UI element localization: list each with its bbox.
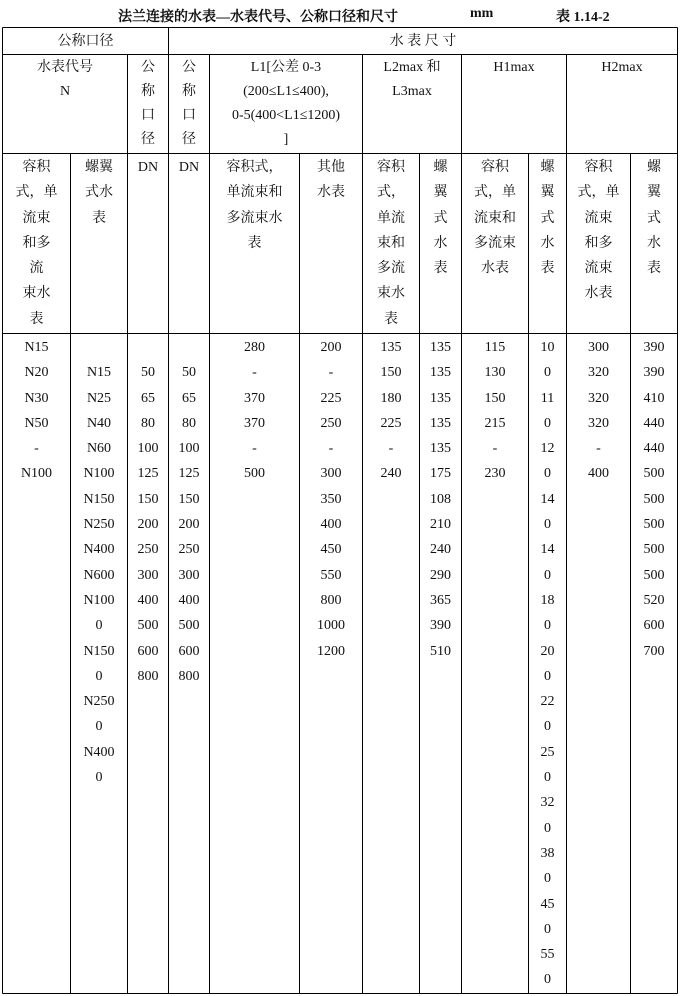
header-nominal-dia-b-line: 称 <box>182 84 196 99</box>
col-code-woltman-line: 0 <box>95 770 103 786</box>
sub-l2-woltman-line: 翼 <box>433 185 448 201</box>
sub-l2-volumetric-line: 单流 <box>377 210 405 226</box>
sub-h1-woltman-line: 螺 <box>540 160 555 175</box>
sub-h2-woltman <box>631 155 677 333</box>
sub-h2-volumetric-line: 和多 <box>584 235 613 251</box>
col-l2-woltman-line: 135 <box>430 365 451 381</box>
col-l1-other <box>300 335 362 993</box>
header-h2-line: H2max <box>601 60 643 75</box>
col-l2-woltman-line: 108 <box>430 491 451 507</box>
sub-code-volumetric-line: 和多 <box>22 235 51 251</box>
col-code-volumetric-line: N100 <box>20 466 53 482</box>
col-dn-a-line: 125 <box>137 466 159 482</box>
header-nominal-size: 公称口径 <box>57 34 114 49</box>
header-nominal-dia-b-line: 口 <box>182 108 196 123</box>
sub-h2-volumetric-line: 流束 <box>584 261 613 277</box>
col-h1-volumetric-line: - <box>492 441 498 457</box>
col-h1-woltman-line: 0 <box>544 668 551 684</box>
col-h1-volumetric <box>462 335 528 993</box>
col-l1-other-line: - <box>328 441 334 457</box>
sub-l2-woltman-line: 水 <box>433 235 448 251</box>
header-l1-line: ] <box>283 132 289 147</box>
col-dn-a-line: 200 <box>137 517 159 533</box>
col-code-woltman-line: N250 <box>83 694 115 710</box>
col-code-woltman-line: 0 <box>95 668 103 684</box>
sub-l1-volumetric <box>210 155 299 333</box>
header-l1-line: L1[公差 0-3 <box>250 60 322 75</box>
col-dn-a-line: 800 <box>137 668 159 684</box>
col-l2-woltman-line: 365 <box>430 592 451 608</box>
col-h1-volumetric-line: 115 <box>484 340 506 355</box>
col-h1-woltman-line: 32 <box>540 795 555 811</box>
col-code-woltman-line: 0 <box>95 719 103 735</box>
col-h1-woltman-line: 0 <box>544 415 551 431</box>
col-h1-woltman-line: 55 <box>540 947 555 963</box>
sub-h1-volumetric-line: 容积 <box>481 160 509 175</box>
col-code-woltman-line: N400 <box>83 542 115 558</box>
col-code-volumetric <box>3 335 70 993</box>
col-h2-woltman-line: 440 <box>643 441 665 457</box>
col-l2-volumetric <box>363 335 419 993</box>
sub-h1-woltman <box>529 155 566 333</box>
sub-h2-woltman-line: 螺 <box>647 160 661 175</box>
col-dn-b-line: 300 <box>178 567 200 583</box>
col-dn-a-line: 50 <box>141 365 155 381</box>
col-l1-volumetric-line: - <box>252 365 257 381</box>
col-dn-b-line: 65 <box>182 390 196 406</box>
col-l1-volumetric <box>210 335 299 993</box>
sub-l1-volumetric-line: 多流束水 <box>226 210 283 226</box>
col-l1-other-line: 1000 <box>317 618 345 634</box>
col-h1-woltman-line: 11 <box>540 390 555 406</box>
col-h2-woltman-line: 500 <box>643 491 665 507</box>
header-l2-l3-line: L3max <box>392 84 432 99</box>
sub-l2-volumetric-line: 表 <box>384 311 398 327</box>
col-l2-volumetric-line: 135 <box>380 340 402 355</box>
col-code-volumetric-line: N50 <box>24 415 49 431</box>
col-code-volumetric-line: - <box>34 441 39 457</box>
sub-h2-volumetric-line: 式，单 <box>577 185 620 201</box>
col-h1-volumetric-line: 130 <box>484 365 506 381</box>
sub-l1-volumetric-line: 单流束和 <box>226 185 283 201</box>
col-l1-other-line: - <box>328 365 334 381</box>
col-dn-a-line <box>146 335 150 360</box>
col-code-woltman-line: N40 <box>86 415 112 431</box>
col-h1-woltman-line: 14 <box>540 542 555 558</box>
sub-l2-volumetric-line: 束和 <box>377 235 405 251</box>
header-h2 <box>567 56 677 153</box>
col-h2-volumetric-line: 400 <box>588 466 609 482</box>
col-h2-volumetric-line: 320 <box>588 390 609 406</box>
sub-h2-volumetric-line: 容积 <box>584 160 613 175</box>
col-h1-woltman-line: 0 <box>544 770 551 786</box>
col-l2-woltman-line: 390 <box>430 618 451 634</box>
col-dn-b-line: 50 <box>182 365 196 381</box>
sub-l2-volumetric-line: 容积 <box>377 160 405 175</box>
col-l2-woltman-line: 135 <box>430 441 451 457</box>
table-unit: mm <box>470 6 494 21</box>
col-l1-other-line: 400 <box>320 517 342 533</box>
col-h2-woltman-line: 500 <box>643 466 665 482</box>
sub-l1-other-line: 水表 <box>317 185 345 201</box>
sub-h1-woltman-line: 翼 <box>540 185 555 201</box>
sub-l2-woltman-line: 式 <box>433 210 448 226</box>
col-l2-woltman-line: 510 <box>430 643 451 659</box>
header-l1 <box>210 56 362 153</box>
header-l2-l3-line: L2max 和 <box>383 60 441 75</box>
col-h2-volumetric <box>567 335 630 993</box>
col-l2-woltman-line: 135 <box>430 390 451 406</box>
col-l1-other-line: 300 <box>320 466 342 482</box>
sub-l2-volumetric-line: 多流 <box>377 261 405 277</box>
sub-l2-volumetric-line: 束水 <box>377 286 405 302</box>
header-nominal-dia-a-line: 公 <box>141 60 155 75</box>
sub-l1-other <box>300 155 362 333</box>
col-dn-b <box>169 335 209 993</box>
sub-h1-woltman-line: 水 <box>540 235 555 251</box>
table-number: 表 1.14-2 <box>556 10 610 25</box>
col-dn-b-line: 800 <box>178 668 200 684</box>
col-l2-woltman-line: 135 <box>430 340 451 355</box>
sub-h2-volumetric-line: 水表 <box>584 286 613 302</box>
header-nominal-dia-b-line: 公 <box>182 60 196 75</box>
col-h1-woltman-line: 0 <box>544 820 551 836</box>
col-dn-a-line: 600 <box>137 643 159 659</box>
col-l1-other-line: 200 <box>320 340 342 355</box>
header-l1-line: (200≤L1≤400), <box>243 84 329 99</box>
col-dn-a <box>128 335 168 993</box>
col-l2-woltman-line: 210 <box>430 517 451 533</box>
sub-dn-a-line: DN <box>137 160 159 175</box>
sub-h2-woltman-line: 式 <box>647 210 661 226</box>
col-code-volumetric-line: N30 <box>24 390 49 406</box>
col-dn-a-line: 300 <box>137 567 159 583</box>
col-l1-volumetric-line: 370 <box>244 390 265 406</box>
col-code-woltman-line: N60 <box>86 441 112 457</box>
col-dn-a-line: 150 <box>137 491 159 507</box>
sub-h2-volumetric-line: 流束 <box>584 210 613 226</box>
sub-h2-woltman-line: 表 <box>647 261 661 277</box>
col-l2-volumetric-line: 180 <box>380 390 402 406</box>
col-l2-volumetric-line: 150 <box>380 365 402 381</box>
header-meter-code-line: N <box>59 84 71 99</box>
header-dimensions: 水 表 尺 寸 <box>389 34 457 49</box>
col-code-woltman-line: N600 <box>83 567 115 583</box>
col-code-woltman-line: N25 <box>86 390 112 406</box>
sub-h2-volumetric <box>567 155 630 333</box>
col-h1-woltman-line: 0 <box>544 517 551 533</box>
sub-code-volumetric-line: 束水 <box>22 286 51 302</box>
sub-h1-woltman-line: 表 <box>540 261 555 277</box>
col-h1-woltman-line: 0 <box>544 567 551 583</box>
col-h2-woltman-line: 600 <box>643 618 665 634</box>
table-title-text: 法兰连接的水表—水表代号、公称口径和尺寸 <box>118 10 398 25</box>
col-h1-woltman-line: 18 <box>540 592 555 608</box>
col-h1-woltman-line: 0 <box>544 719 551 735</box>
col-h2-volumetric-line: 300 <box>588 340 609 355</box>
col-h1-woltman-line: 14 <box>540 491 555 507</box>
col-h1-woltman-line: 12 <box>540 441 555 457</box>
col-h1-woltman-line: 0 <box>544 466 551 482</box>
col-l1-other-line: 450 <box>320 542 342 558</box>
sub-h1-woltman-line: 式 <box>540 210 555 226</box>
col-l2-woltman-line: 135 <box>430 415 451 431</box>
col-h2-woltman-line: 440 <box>643 415 665 431</box>
header-h1-line: H1max <box>493 60 535 75</box>
col-dn-b-line: 400 <box>178 592 200 608</box>
col-h2-woltman-line: 390 <box>643 340 665 355</box>
header-l2-l3 <box>363 56 461 153</box>
sub-code-woltman-line: 表 <box>92 210 106 226</box>
sub-code-volumetric-line: 表 <box>29 311 44 327</box>
col-h1-woltman-line: 0 <box>544 921 551 937</box>
col-code-woltman-line: N15 <box>86 365 112 381</box>
col-l2-woltman-line: 290 <box>430 567 451 583</box>
sub-dn-b <box>169 155 209 333</box>
col-h1-volumetric-line: 230 <box>484 466 506 482</box>
col-h2-woltman-line: 500 <box>643 517 665 533</box>
sub-h2-woltman-line: 水 <box>647 235 661 251</box>
col-h2-woltman-line: 520 <box>643 592 665 608</box>
col-h1-woltman-line: 22 <box>540 694 555 710</box>
col-code-woltman-line: N100 <box>83 592 115 608</box>
sub-code-volumetric-line: 流 <box>29 261 44 277</box>
col-code-volumetric-line: N20 <box>24 365 49 381</box>
col-l1-volumetric-line: - <box>252 441 257 457</box>
sub-l1-volumetric-line: 表 <box>247 235 262 251</box>
col-code-woltman-line: N100 <box>83 466 115 482</box>
col-l1-other-line: 1200 <box>317 643 345 659</box>
header-nominal-dia-b <box>169 56 209 153</box>
sub-h1-volumetric-line: 式，单 <box>474 185 516 201</box>
sub-h1-volumetric-line: 多流束 <box>474 235 516 251</box>
col-dn-a-line: 100 <box>137 441 159 457</box>
header-nominal-dia-a-line: 称 <box>141 84 155 99</box>
sub-l1-other-line: 其他 <box>317 160 345 175</box>
sub-l2-volumetric-line: 式， <box>377 185 405 201</box>
header-h1 <box>462 56 566 153</box>
header-nominal-dia-b-line: 径 <box>182 132 196 147</box>
col-h1-volumetric-line: 150 <box>484 390 506 406</box>
sub-code-woltman-line: 螺翼 <box>85 160 113 175</box>
col-dn-b-line: 200 <box>178 517 200 533</box>
col-h1-woltman-line: 20 <box>540 643 555 659</box>
sub-h2-woltman-line: 翼 <box>647 185 661 201</box>
col-h2-woltman <box>631 335 677 993</box>
sub-code-woltman <box>71 155 127 333</box>
col-l1-volumetric-line: 500 <box>244 466 265 482</box>
col-dn-b-line: 100 <box>178 441 200 457</box>
col-l2-woltman-line: 240 <box>430 542 451 558</box>
col-h2-woltman-line: 500 <box>643 542 665 558</box>
col-code-woltman <box>71 335 127 993</box>
sub-l2-woltman-line: 表 <box>433 261 448 277</box>
col-h1-woltman-line: 45 <box>540 896 555 912</box>
col-code-volumetric-line: N15 <box>24 340 49 355</box>
sub-l2-woltman-line: 螺 <box>433 160 448 175</box>
header-nominal-dia-a-line: 口 <box>141 108 155 123</box>
sub-code-volumetric-line: 容积 <box>22 160 51 175</box>
col-code-woltman-line: N150 <box>83 491 115 507</box>
sub-h1-volumetric-line: 流束和 <box>474 210 516 226</box>
col-l2-volumetric-line: 225 <box>380 415 402 431</box>
col-h1-woltman-line: 0 <box>544 365 551 381</box>
header-meter-code-line: 水表代号 <box>37 60 93 75</box>
col-h2-woltman-line: 700 <box>643 643 665 659</box>
col-h2-woltman-line: 390 <box>643 365 665 381</box>
col-dn-b-line: 250 <box>178 542 200 558</box>
sub-code-volumetric <box>3 155 70 333</box>
col-h1-woltman-line: 38 <box>540 845 555 861</box>
col-dn-b-line: 150 <box>178 491 200 507</box>
col-l2-woltman-line: 175 <box>430 466 451 482</box>
col-h2-volumetric-line: - <box>596 441 601 457</box>
col-h2-volumetric-line: 320 <box>588 415 609 431</box>
sub-h1-volumetric-line: 水表 <box>481 261 509 277</box>
col-h1-woltman <box>529 335 566 993</box>
col-l1-other-line: 550 <box>320 567 342 583</box>
sub-h1-volumetric <box>462 155 528 333</box>
col-dn-b-line: 600 <box>178 643 200 659</box>
col-dn-b-line: 500 <box>178 618 200 634</box>
header-nominal-dia-a <box>128 56 168 153</box>
col-l2-volumetric-line: 240 <box>380 466 402 482</box>
header-l1-line: 0-5(400<L1≤1200) <box>231 108 341 123</box>
col-h2-woltman-line: 410 <box>643 390 665 406</box>
col-code-woltman-line <box>97 335 101 360</box>
col-l2-volumetric-line: - <box>388 441 394 457</box>
col-dn-b-line: 125 <box>178 466 200 482</box>
sub-code-woltman-line: 式水 <box>85 185 113 201</box>
col-l1-volumetric-line: 370 <box>244 415 265 431</box>
col-dn-b-line <box>187 335 191 360</box>
col-h1-woltman-line: 10 <box>540 340 555 355</box>
col-dn-a-line: 65 <box>141 390 155 406</box>
col-l2-woltman <box>420 335 461 993</box>
col-code-woltman-line: N150 <box>83 643 115 659</box>
col-h1-woltman-line: 0 <box>544 871 551 887</box>
col-l1-volumetric-line: 280 <box>244 340 265 355</box>
col-dn-a-line: 400 <box>137 592 159 608</box>
col-h1-woltman-line: 0 <box>544 972 551 988</box>
col-dn-a-line: 80 <box>141 415 155 431</box>
header-meter-code <box>3 56 127 153</box>
col-dn-a-line: 500 <box>137 618 159 634</box>
col-code-woltman-line: 0 <box>95 618 103 634</box>
col-dn-b-line: 80 <box>182 415 196 431</box>
sub-dn-a <box>128 155 168 333</box>
col-l1-other-line: 800 <box>320 592 342 608</box>
col-h1-volumetric-line: 215 <box>484 415 506 431</box>
col-code-woltman-line: N250 <box>83 517 115 533</box>
col-l1-other-line: 225 <box>320 390 342 406</box>
sub-code-volumetric-line: 流束 <box>22 210 51 226</box>
header-nominal-dia-a-line: 径 <box>141 132 155 147</box>
col-h1-woltman-line: 25 <box>540 744 555 760</box>
col-code-woltman-line: N400 <box>83 744 115 760</box>
sub-l2-woltman <box>420 155 461 333</box>
col-l1-other-line: 250 <box>320 415 342 431</box>
col-l1-other-line: 350 <box>320 491 342 507</box>
col-h2-volumetric-line: 320 <box>588 365 609 381</box>
sub-l2-volumetric <box>363 155 419 333</box>
col-h1-woltman-line: 0 <box>544 618 551 634</box>
col-dn-a-line: 250 <box>137 542 159 558</box>
sub-l1-volumetric-line: 容积式， <box>226 160 283 175</box>
col-h2-woltman-line: 500 <box>643 567 665 583</box>
sub-code-volumetric-line: 式，单 <box>15 185 58 201</box>
sub-dn-b-line: DN <box>178 160 200 175</box>
